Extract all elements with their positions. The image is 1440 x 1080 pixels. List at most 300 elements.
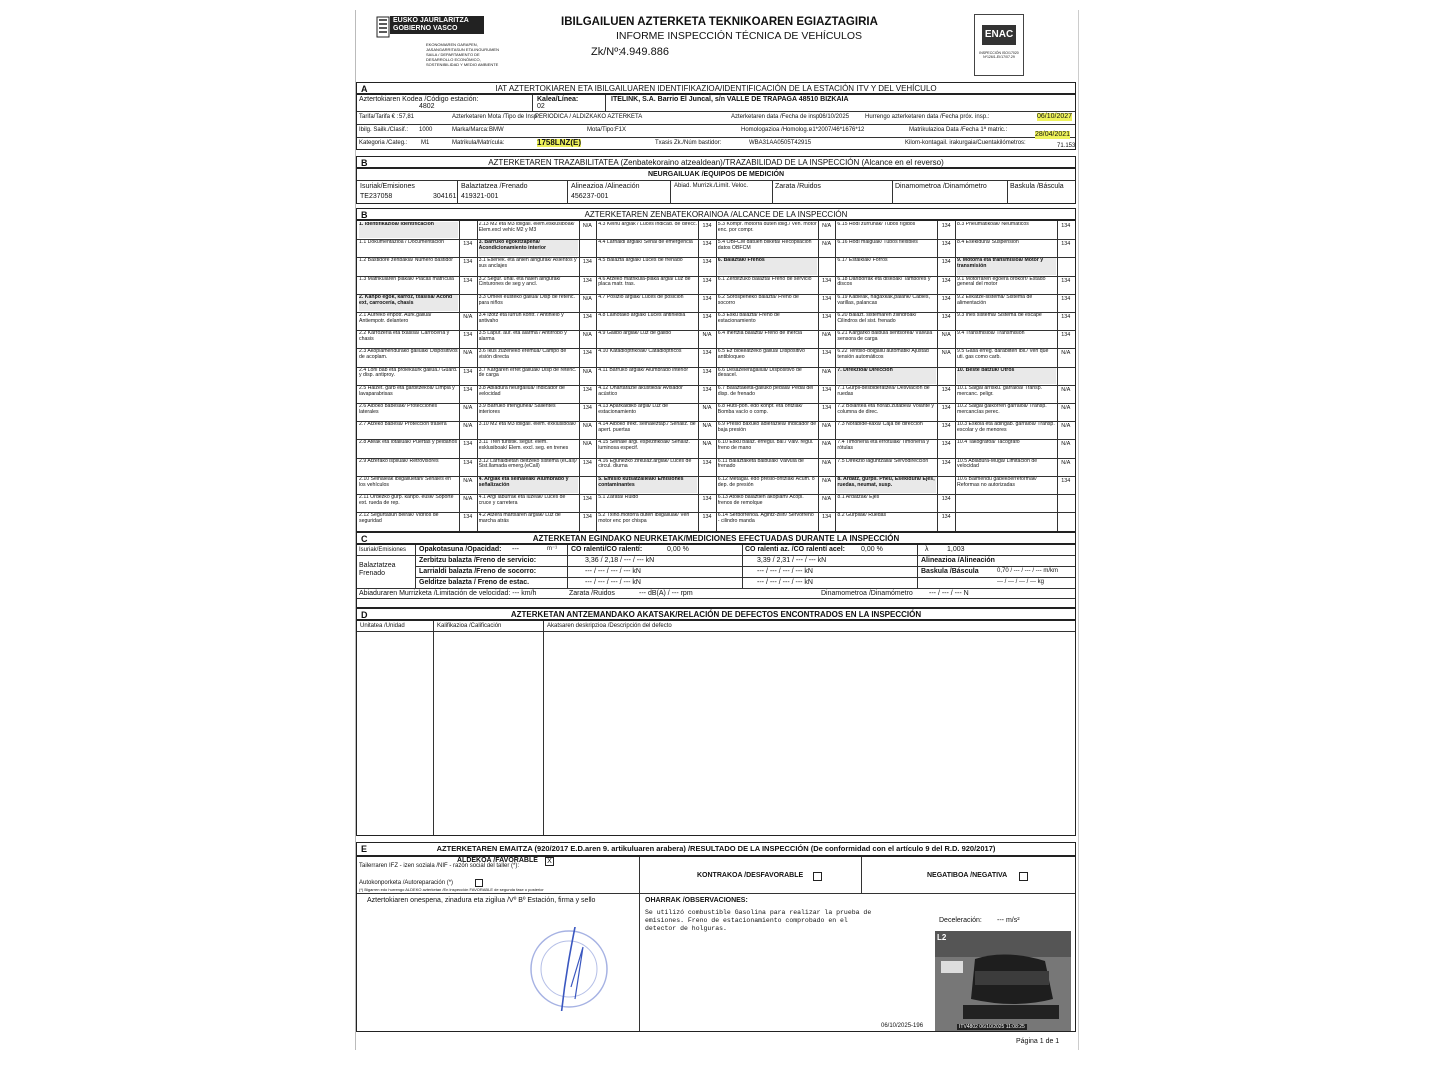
scope-item-value: 134: [463, 259, 473, 266]
scope-item-label: 8. Ardatz, gurpil. Pneu, Esekidura/ Ejes, ruedas, neumat, susp.: [837, 477, 936, 493]
dept-name: EKONOMIAREN GARAPEN, JASANGARRITASUN ETA INGURUMEN SAILA / DEPARTAMENTO DE DESARROLLO ECONÓMICO, SOSTENIBILIDAD Y MEDIO AMBIENTE: [426, 42, 499, 67]
observations-text: Se utilizó combustible Gasolina para realizar la prueba de emisiones. Freno de estacionamiento comprobado en el detector de holguras.: [645, 909, 872, 932]
scope-item-value: N/A: [822, 459, 832, 466]
scope-item-label: 4.13 Aparkaldiko argia/ Luz de estacionamiento: [598, 404, 668, 415]
equip-alignment-value: 456237-001: [571, 193, 609, 200]
scope-item-label: 10.3 Eskola eta adingab. garraioa/ Transp. escolar y de menores: [957, 422, 1055, 433]
scope-item-value: 134: [582, 314, 592, 320]
scope-item-value: N/A: [702, 423, 712, 430]
scope-item-label: 6.15 Hodi zurrunak/ Tubos rígidos: [837, 222, 916, 227]
scope-item-value: N/A: [463, 496, 473, 502]
scope-item-label: 7.1 Gurpil-desbideratzea/ Desviación de ruedas: [837, 385, 930, 397]
section-a-body: [356, 94, 1076, 150]
scope-item-label: 4.14 Alboko irekt. seinaleztap./ Señaliz. de apert. puertas: [598, 422, 696, 433]
scope-item-label: 3.7 Kargaren erret gailuak/ Disp de retenc. de carga: [478, 367, 577, 379]
scope-item-label: 4.1 Argi laburrak eta luzeak/ Luces de cruce y carretera: [478, 495, 566, 506]
scope-item-label: 10. Beste batzuk/ Otros: [957, 368, 1056, 384]
scope-item-label: 8.4 Esekidura/ Suspensión: [957, 240, 1019, 246]
scope-item-value: 134: [941, 514, 951, 521]
section-c-letter: C: [361, 534, 368, 544]
scope-item-label: 6.10 Esku balaz. erregul. bal./ Válv. regul. freno de mano: [717, 440, 814, 452]
section-b2-header: [356, 208, 1076, 220]
favorable-label: ALDEKOA /FAVORABLE: [457, 857, 538, 864]
negative-label: NEGATIBOA /NEGATIVA: [927, 872, 1008, 879]
street-label: Kalea/Línea:: [537, 96, 579, 103]
scope-item-value: 134: [702, 386, 712, 393]
scope-item-value: 134: [702, 295, 712, 302]
class-label: Ibilg. Sailk./Clasif.:: [359, 127, 409, 133]
scope-item-label: 3.4 Izotz eta lurrun kontr. / Antihielo y antivaho: [478, 313, 564, 324]
scope-item-label: 2.3 Akoplamendurako gailuak/ Dispositivos de acoplam.: [359, 349, 458, 361]
scope-item-value: 134: [582, 259, 592, 266]
scope-item-value: N/A: [941, 350, 951, 357]
scope-item-label: 6.5 Ez blokeatzeko gailua/ Dispositivo antibloqueo: [717, 349, 805, 361]
autoconf-checkbox: [475, 879, 483, 887]
scope-item-label: 6.6 Desazeleragailua/ Dispositivo de desacel.: [717, 367, 802, 379]
scope-item-label: 4.5 Balazta argiak/ Luces de frenado: [598, 258, 683, 264]
service-brake-label: Zerbitzu balazta /Freno de servicio:: [419, 557, 537, 564]
scope-item-label: 7.2 Bolantea eta norab.zutabea/ Volante y columna de direc.: [837, 404, 935, 415]
scope-item-value: 134: [941, 441, 951, 448]
section-c-header: [356, 532, 1076, 544]
scope-item-label: 2.6 Alboko babesak/ Protecciones laterales: [359, 404, 438, 415]
scope-item-value: 134: [822, 295, 832, 302]
scope-item-label: 3.3 Umeei eusteko gailua/ Disp de retenc. para niños: [478, 294, 575, 306]
regdate-label: Matrikulazioa Data /Fecha 1ª matric.:: [909, 127, 1008, 133]
scope-item-value: 134: [463, 441, 473, 448]
scope-item-label: 4.4 Larrialdi argiak/ Señal de emergencia: [598, 240, 693, 246]
scope-item-label: 9. Motorra eta transmisioa/ Motor y transmisión: [957, 258, 1056, 274]
photo-tag: L2: [937, 933, 947, 942]
scope-item-label: [957, 495, 1056, 511]
unfavorable-label: KONTRAKOA /DESFAVORABLE: [697, 872, 804, 879]
station-name: ITELINK, S.A. Barrio El Juncal, s/n VALLE DE TRAPAGA 48510 BIZKAIA: [611, 96, 849, 103]
scope-item-label: 2.13 M2 eta M3 ibilgail. elem.esklusiboak/ Elem.excl vehíc M2 y M3: [478, 222, 575, 233]
equip-header-scale: Baskula /Báscula: [1010, 183, 1064, 190]
noise-value: --- dB(A) / --- rpm: [639, 590, 693, 597]
scope-item-label: 7.5 Direkzio laguntzaila/ Servodirección: [837, 458, 929, 464]
equipment-table: [356, 168, 1076, 204]
opacity-value: ---: [512, 546, 519, 553]
insp-type-label: Azterketaren Mota /Tipo de Insp.:: [452, 114, 541, 120]
brand-label: Marka/Marca:: [452, 127, 489, 133]
homolog-value: e1*2007/46*1676*12: [809, 127, 865, 133]
scope-item-label: 3.5 Lapur. aur. eta alarma / Antirrobo y alarma: [478, 331, 567, 342]
section-b1-title: AZTERKETAREN TRAZABILITATEA (Zenbatekoraino atzealdean)/TRAZABILIDAD DE LA INSPECCIÓN (Alcance en el reverso): [488, 158, 944, 167]
scope-item-value: 134: [463, 241, 473, 248]
scope-item-label: 6.21 Kargarko balbula sentsorea/ Válvula sensora de carga: [837, 331, 933, 342]
section-b1-letter: B: [361, 158, 368, 168]
scope-item-value: 134: [702, 496, 712, 502]
scope-item-label: 6.3 Esku balazta/ Freno de estacionamiento: [717, 313, 780, 324]
scope-item-value: N/A: [822, 496, 832, 502]
equipment-title: NEURGAILUAK /EQUIPOS DE MEDICIÓN: [647, 171, 785, 178]
enac-mark: ENAC: [982, 25, 1016, 45]
scope-item-value: 134: [822, 350, 832, 357]
insp-type-value: PERIODICA / ALDIZKAKO AZTERKETA: [535, 114, 643, 120]
scope-item-label: 10.5 Abiadura-Muga/ Limitación de velocidad: [957, 458, 1038, 470]
scope-item-value: N/A: [702, 332, 712, 339]
scope-item-label: 2.1 Aurreko enpotr. Aurk.gailua/ Antiempotr. delantero: [359, 313, 432, 324]
parking-brake-f2: --- / --- / --- / --- kN: [757, 579, 813, 586]
scope-item-label: 2.10 Seinaleak ibilgailuetan/ Señales en los vehículos: [359, 476, 452, 488]
scope-item-value: 134: [941, 423, 951, 430]
scope-item-label: 8.2 Gurpilak/ Ruedas: [837, 513, 887, 519]
scope-item-label: 6.8 Huts-pon. edo konpr. eta ontziak/ Bomba vacío o comp.: [717, 404, 803, 415]
scope-item-label: 2.12 Segurtasun beirak/ Vidrios de seguridad: [359, 513, 439, 524]
scope-item-value: N/A: [822, 423, 832, 430]
defects-col-description: Akatsaren deskripzioa /Descripción del defecto: [547, 623, 672, 629]
opacity-label: Opakotasuna /Opacidad:: [419, 546, 502, 553]
section-a-letter: A: [361, 84, 368, 94]
scope-item-value: 134: [941, 405, 951, 411]
scope-item-label: 2.4 Lohi bab eta proiekaurk gailua./ Guard. y disp. antiproy.: [359, 367, 458, 379]
scope-item-value: N/A: [822, 332, 832, 339]
scope-item-value: N/A: [582, 223, 592, 229]
parking-brake-label: Gelditze balazta / Freno de estac.: [419, 579, 530, 586]
scope-item-label: 6.7 Balaztaketa-gailuko pedala/ Pedal del disp. de frenado: [717, 385, 814, 397]
class-value: 1000: [419, 127, 433, 133]
section-d-letter: D: [361, 610, 368, 620]
scope-item-value: N/A: [582, 295, 592, 302]
opacity-unit: m⁻¹: [547, 546, 558, 552]
frenado-label: Balaztatzea Frenado: [359, 562, 396, 577]
scope-item-value: 134: [941, 241, 951, 248]
category-label: Kategoria /Categ.:: [359, 140, 408, 146]
scope-item-label: 3.1 Eserlek. eta ahien aingurak/ Asientos y sus anclajes: [478, 258, 577, 270]
stamp-number: 06/10/2025-196: [881, 1023, 924, 1029]
scope-item-label: 3.11 Tren turistik. segur. elem. esklusiboak/ Elem. excl. seg. en trenes: [478, 440, 569, 452]
scope-item-value: 134: [941, 295, 951, 302]
service-brake-f1: 3,36 / 2,18 / --- / --- kN: [585, 557, 655, 564]
scope-item-label: 9.1 Motorraren egoera orokorr/ Estado general del motor: [957, 276, 1046, 288]
enac-logo: [974, 14, 1024, 76]
scope-item-value: N/A: [941, 332, 951, 339]
scope-item-label: 3.9 Barruko irtengunea/ Salientes interiores: [478, 404, 556, 415]
title-eu: IBILGAILUEN AZTERKETA TEKNIKOAREN EGIAZTAGIRIA: [561, 16, 878, 28]
co-ralenti-az-value: 0,00 %: [861, 546, 883, 553]
scope-item-label: 10.6 Baimendu gabekoerreformak/ Reformas no autorizadas: [957, 476, 1037, 488]
equip-header-alignment: Alineazioa /Alineación: [571, 183, 640, 190]
scope-item-label: 6.17 Estalkiak/ Forros: [837, 258, 888, 264]
scope-item-value: 134: [702, 314, 712, 320]
scope-item-label: 6.19 Kableak, hagaxkak,palank/ Cables, varillas, palancas: [837, 294, 930, 306]
scope-item-value: 134: [822, 514, 832, 521]
scope-item-value: 134: [582, 350, 592, 357]
section-c-title: AZTERKETAN EGINDAKO NEURKETAK/MEDICIONES EFECTUADAS DURANTE LA INSPECCIÓN: [532, 534, 900, 543]
scope-item-label: 6.2 Sorospeneko balazta/ Freno de socorro: [717, 294, 799, 306]
scope-item-value: N/A: [582, 332, 592, 339]
scope-item-label: [957, 513, 1056, 529]
scope-item-label: 6.14 Serbofrenoa. Agintz-zilin/ Servofreno - cilindro manda: [717, 513, 814, 524]
scope-item-value: N/A: [1061, 350, 1071, 357]
scope-item-value: 134: [941, 386, 951, 393]
plate-label: Matrikula/Matrícula:: [452, 140, 505, 146]
scope-item-label: 4.10 Katadioptrikoak/ Catadióptricos: [598, 349, 682, 355]
scope-item-value: N/A: [463, 423, 473, 430]
equip-header-brakes: Balaztatzea /Frenado: [461, 183, 528, 190]
section-e-letter: E: [361, 844, 368, 854]
scope-item-label: 4.2 Atzera martxaren argiak/ Luz de marcha atrás: [478, 513, 561, 524]
street-value: 02: [537, 103, 545, 110]
scope-item-label: 2.9 Atzerako ispiluak/ Retrovisores: [359, 458, 439, 464]
scope-item-label: 2.8 Ateak eta lotailuak/ Puertas y peldaños: [359, 440, 458, 446]
decel-label: Deceleración:: [939, 917, 982, 924]
station-code-label: Aztertokiaren Kodea /Código estación:: [359, 96, 479, 103]
parking-brake-f1: --- / --- / --- / --- kN: [585, 579, 641, 586]
scope-item-value: 134: [822, 314, 832, 320]
alignment-value: 0,70 / --- / --- / --- m/km: [997, 568, 1058, 574]
scope-item-value: N/A: [463, 314, 473, 320]
scope-item-label: 5.4 OBFCM datuen bilketa/ Recopilación datos OBFCM: [717, 240, 812, 251]
section-e-title: AZTERKETAREN EMAITZA (920/2017 E.D.aren 9. artikuluaren arabera) /RESULTADO DE LA INSPECCIÓN (De conformidad con el artículo 9 del R.D. 920/2017): [436, 844, 996, 853]
scope-item-value: 134: [582, 514, 592, 521]
scope-item-label: 5. Emisio kutsatzaileak/ Emisiones contaminantes: [598, 477, 697, 493]
defects-col-unit: Unitatea /Unidad: [360, 623, 405, 629]
basque-gov-logo: [376, 16, 388, 38]
scope-item-label: 6.1 Zerbitzuko balazta/ Freno de servicio: [717, 276, 812, 282]
scope-item-label: 9.5 Gasa erreg. darabilten ibil./ Veh que uti. gas como carb.: [957, 349, 1049, 361]
scope-item-value: 134: [941, 259, 951, 266]
scope-item-label: 2. Kanpo egok, karroz, txasisa/ Acond ext, carrocería, chasis: [359, 295, 458, 311]
scope-item-label: 4.3 Keinu argiak / Luces indicad. de direcc.: [598, 222, 698, 227]
scale-label: Baskula /Báscula: [921, 568, 979, 575]
scope-item-value: 134: [463, 277, 473, 284]
scale-value: --- / --- / --- / --- kg: [997, 579, 1044, 585]
scope-item-label: 3.2 Segur. uhal. eta haien aingurak/ Cinturones de seg y ancl.: [478, 276, 561, 288]
scope-item-label: 7.3 Norabide-kaxa/ Caja de dirección: [837, 422, 923, 428]
scope-item-label: 2.2 Karrozeria eta txasisa/ Carrocería y chasis: [359, 331, 450, 342]
scope-item-label: 4.12 Ohartarazle akustikoa/ Avisador acústico: [598, 385, 683, 397]
photo-caption: ITV4802 06/10/2025 11:08:25: [959, 1024, 1025, 1030]
equip-header-speed: Abiad. Murrizk./Limit. Veloc.: [674, 183, 749, 189]
scope-item-label: 9.2 Elikatze-sistema/ Sistema de alimentación: [957, 294, 1033, 306]
scope-item-value: N/A: [822, 223, 832, 229]
homolog-label: Homologazioa /Homolog.:: [741, 127, 811, 133]
scope-item-value: 134: [702, 277, 712, 284]
scope-item-value: N/A: [702, 405, 712, 411]
scope-item-label: 6.4 Inertzia balazta/ Freno de inercia: [717, 331, 802, 337]
scope-item-value: 134: [702, 459, 712, 466]
section-b2-title: AZTERKETAREN ZENBATEKORAINOA /ALCANCE DE LA INSPECCIÓN: [584, 210, 848, 219]
scope-item-value: N/A: [582, 423, 592, 430]
scope-item-value: N/A: [1061, 459, 1071, 466]
scope-item-value: 134: [1061, 332, 1071, 339]
scope-item-label: 7. Direkzioa/ Dirección: [837, 368, 936, 384]
station-code: 4802: [419, 103, 435, 110]
alignment-label: Alineazioa /Alineación: [921, 557, 995, 564]
scope-item-value: N/A: [1061, 441, 1071, 448]
vin-value: WBA31AA0505T42915: [749, 140, 812, 146]
scope-item-label: 3. Barruko egokitzapena/ Acondicionamiento interior: [479, 240, 578, 256]
dyno-value: --- / --- / --- N: [929, 590, 969, 597]
insp-date-value: 06/10/2025: [819, 114, 850, 120]
gov-name-eu: EUSKO JAURLARITZA: [393, 17, 469, 24]
service-brake-f2: 3,39 / 2,31 / --- / --- kN: [757, 557, 827, 564]
station-stamp: [527, 927, 607, 1007]
result-box: [356, 856, 1076, 1032]
equip-emissions-value2: 304161: [433, 193, 457, 200]
brand-value: BMW: [489, 127, 504, 133]
scope-item-label: 4.15 Seinale argi. espezifikoak/ Señaliz. luminosa especif.: [598, 440, 690, 452]
scope-item-value: 134: [1061, 295, 1071, 302]
scope-item-label: 4.8 Lainotako argiak/ Luces antiniebla: [598, 313, 686, 318]
scope-item-label: 6.22 Tentsio-doigailu automatik/ Ajustad tensión automáticos: [837, 349, 929, 361]
scope-item-value: 134: [582, 386, 592, 393]
scope-item-value: N/A: [822, 441, 832, 448]
scope-item-value: 134: [941, 277, 951, 284]
scope-item-label: 1.2 Bastidore zenbakia/ Número bastidor: [359, 258, 454, 264]
scope-item-value: N/A: [1061, 423, 1071, 430]
scope-item-label: 4.6 Atzeko matrikula-plaka argia/ Luz de placa matr. tras.: [598, 276, 691, 288]
measurements-table: [356, 544, 1076, 608]
section-e-header: [356, 842, 1076, 856]
section-b2-letter: B: [361, 210, 368, 220]
scope-item-value: 134: [1061, 241, 1071, 248]
scope-item-label: 2.11 Ordezko gurp. kanpo. eusk/ Soporte ext. rueda de rep.: [359, 495, 454, 506]
scope-item-value: 134: [463, 368, 473, 375]
scope-item-value: N/A: [822, 368, 832, 375]
scope-item-value: 134: [702, 259, 712, 266]
scope-item-label: 4.11 Barruko argiak/ Alumbrado interior: [598, 367, 689, 373]
scope-item-label: 1.1 Dokumentazioa / Documentación: [359, 240, 445, 246]
km-value: 71.153: [1057, 143, 1076, 149]
scope-item-value: N/A: [702, 441, 712, 448]
equip-header-emissions: Isuriak/Emisiones: [360, 183, 415, 190]
scope-item-value: N/A: [463, 350, 473, 357]
emergency-brake-f1: --- / --- / --- / --- kN: [585, 568, 641, 575]
scope-item-value: 134: [941, 496, 951, 502]
gov-name-box: [390, 16, 484, 34]
type-value: F1X: [615, 127, 627, 133]
scope-item-value: 134: [463, 386, 473, 393]
emergency-brake-label: Larrialdi balazta /Freno de socorro:: [419, 568, 537, 575]
defects-table: [356, 620, 1076, 836]
equip-header-dyno: Dinamometroa /Dinamómetro: [895, 183, 987, 190]
negative-checkbox: [1019, 872, 1028, 881]
scope-item-value: N/A: [822, 477, 832, 484]
scope-item-label: 10.2 Salgai galkorren garraioa/ Transp. mercancías perec.: [957, 404, 1047, 415]
lambda-label: λ: [925, 546, 929, 553]
emissions-label: Isuriak/Emisiones: [359, 547, 407, 553]
scope-item-label: 10.4 Takografoa/ Tacógrafo: [957, 440, 1020, 446]
scope-item-label: 3.12 Larrialdietan deitzeko sistema (eCall)/ Sist.llamada emerg.(eCall): [478, 458, 577, 470]
scope-item-label: 1. Identifikazioa/ Identificación: [359, 222, 458, 238]
section-a-title: IAT AZTERTOKIAREN ETA IBILGAILUAREN IDENTIFIKAZIOA/IDENTIFICACIÓN DE LA ESTACIÓN ITV Y DEL VEHÍCULO: [495, 84, 937, 93]
scope-item-label: 4. Argiak eta seinaleak/ Alumbrado y señalización: [479, 477, 578, 493]
favorable-checkbox: X: [545, 857, 554, 866]
scope-item-value: 134: [941, 314, 951, 320]
scope-item-value: 134: [582, 496, 592, 502]
scope-item-label: 6.12 Metagai. edo presio-ontziak/ Acum. o dep. de presión: [717, 476, 815, 488]
inspection-scope-grid: [356, 220, 1076, 532]
scope-item-value: 134: [463, 514, 473, 521]
scope-item-label: 9.3 Ihes sistema/ Sistema de escape: [957, 313, 1042, 318]
section-d-title: AZTERKETAN ANTZEMANDAKO AKATSAK/RELACIÓN DE DEFECTOS ENCONTRADOS EN LA INSPECCIÓN: [510, 610, 922, 619]
category-value: M1: [421, 140, 430, 146]
scope-item-value: N/A: [1061, 405, 1071, 411]
scope-item-value: 134: [702, 368, 712, 375]
section-d-header: [356, 608, 1076, 620]
tariff-label: Tarifa/Tarifa € :: [359, 114, 399, 120]
scope-item-value: N/A: [463, 477, 473, 484]
scope-item-label: 6.13 Atoiko balaztien akoplam/ Acopl. frenos de remolque: [717, 495, 804, 506]
autoconf-label: Autokonporketa /Autoreparación (*): [359, 880, 454, 886]
scope-item-value: 134: [702, 514, 712, 521]
scope-item-value: 134: [822, 405, 832, 411]
scope-item-label: 6.18 Danborrak eta diskoak/ Tambores y discos: [837, 276, 931, 288]
scope-item-label: 9.4 Transmisioa/ Transmisión: [957, 331, 1025, 337]
inspection-report-page: [355, 10, 1079, 1050]
scope-item-label: 1.3 Matrikularen plakak/ Placas matrícula: [359, 276, 454, 282]
doc-number-label: Zk/Nº:: [591, 46, 622, 58]
plate-value: 1758LNZ(E): [537, 138, 582, 147]
scope-item-value: N/A: [822, 241, 832, 248]
gov-name-es: GOBIERNO VASCO: [393, 25, 458, 32]
unfavorable-checkbox: [813, 872, 822, 881]
scope-item-value: 134: [702, 223, 712, 229]
enac-accreditation: INSPECCIÓN ISO/17020 Nº126/1-EI/17/07.29: [979, 51, 1019, 59]
scope-item-label: 6.16 Hodi malguak/ Tubos flexibles: [837, 240, 918, 246]
tariff-value: 57,81: [399, 114, 415, 120]
scope-item-value: 134: [582, 277, 592, 284]
scope-item-value: 134: [1061, 277, 1071, 284]
scope-item-value: 134: [702, 350, 712, 357]
scope-item-value: 134: [941, 223, 951, 229]
scope-item-value: N/A: [582, 368, 592, 375]
scope-item-label: 5.3 Kompr. motorra duten ibilg./ Veh. motor enc. por compr.: [717, 222, 817, 233]
decel-value: --- m/s²: [997, 917, 1020, 924]
km-label: Kilom-kontagail. irakurgaia/Cuentakilómetros:: [905, 140, 1026, 146]
scope-item-value: 134: [582, 405, 592, 411]
noise-label: Zarata /Ruidos: [569, 590, 615, 597]
scope-item-label: 3.8 Abiadura neurgailua/ Indicador de velocidad: [478, 385, 565, 397]
lambda-value: 1,003: [947, 546, 965, 553]
scope-item-value: 134: [582, 459, 592, 466]
vin-label: Txasis Zk./Núm bastidor:: [655, 140, 722, 146]
signature-label: Aztertokiaren onespena, zinadura eta zigilua /Vº Bº Estación, firma y sello: [367, 897, 596, 904]
scope-item-label: 3.10 M2 eta M3 ibilgail. elem. exklusiboak/: [478, 422, 577, 428]
scope-item-value: 134: [1061, 314, 1071, 320]
section-b1-header: [356, 156, 1076, 168]
scope-item-label: 4.7 Posizio argiak/ Luces de posición: [598, 294, 684, 300]
scope-item-value: 134: [702, 241, 712, 248]
scope-item-label: 6.9 Presio baxuko adierazlea/ Indicador de baja presión: [717, 422, 817, 433]
emergency-brake-f2: --- / --- / --- / --- kN: [757, 568, 813, 575]
scope-item-label: 8.3 Pneumatikoak/ Neumáticos: [957, 222, 1029, 227]
next-insp-label: Hurrengo azterketaren data /Fecha próx. insp.:: [865, 114, 990, 120]
co-ralenti-az-label: CO ralenti az. /CO ralentí acel:: [745, 546, 845, 553]
scope-item-value: N/A: [582, 441, 592, 448]
scope-item-label: 6. Balaztak/ Frenos: [718, 258, 817, 274]
scope-item-label: 6.11 Balaztaketa balbulak/ Válvula de frenado: [717, 458, 804, 470]
scope-item-label: 4.9 Galibo argiak/ Luz de gálibo: [598, 331, 672, 337]
regdate-value: 28/04/2021: [1035, 131, 1071, 138]
scope-item-label: 3.6 Ikus zuzeneko eremua/ Campo de visión directa: [478, 349, 567, 361]
scope-item-label: 6.20 Balazt. sistemaren zilindroak/ Cilindros del sist. frenado: [837, 313, 917, 324]
scope-item-value: 134: [822, 386, 832, 393]
scope-item-label: 2.5 Haizet. garb eta garbitzekoa/ Limpia y lavaparabrisas: [359, 385, 455, 397]
defects-col-qualification: Kalifikazioa /Calificación: [437, 623, 502, 629]
scope-item-label: 5.1 Zarata/ Ruido: [598, 495, 639, 500]
scope-item-label: 8.1 Ardatzak/ Ejes: [837, 495, 880, 500]
type-label: Mota/Tipo:: [587, 127, 616, 133]
workshop-label: Tailerraren IFZ - izen soziala /NIF - razón social del taller (*):: [359, 863, 520, 869]
scope-item-label: 4.16 Egunezko zirkulaz.argiak/ Luces de circul. diurna: [598, 458, 692, 470]
equip-emissions-value: TE237058: [360, 193, 393, 200]
scope-item-value: 134: [1061, 477, 1071, 484]
section-a-header: [356, 82, 1076, 94]
